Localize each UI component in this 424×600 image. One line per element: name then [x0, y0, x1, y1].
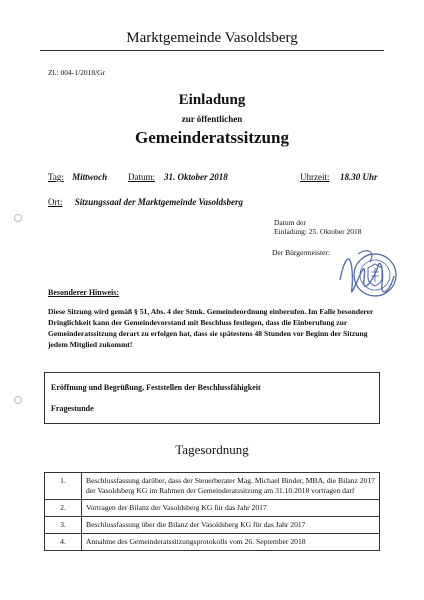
table-row	[45, 517, 380, 534]
table-row	[45, 473, 380, 500]
agenda-heading: Tagesordnung	[175, 442, 249, 457]
opening-box	[44, 372, 380, 424]
punch-hole	[14, 396, 22, 404]
agenda-number: 1.	[45, 473, 82, 500]
punch-hole	[14, 214, 22, 222]
ort-value: Sitzungssaal der Marktgemeinde Vasoldsberg	[74, 197, 244, 207]
invitation-date	[274, 218, 362, 236]
opening-item: Eröffnung und Begrüßung, Feststellen der Beschlussfähigkeit	[51, 383, 261, 392]
datum-der-label: Datum der	[274, 218, 306, 227]
uhrzeit-value: 18.30 Uhr	[340, 172, 378, 182]
meeting-type: Gemeinderatssitzung	[135, 128, 289, 147]
meeting-details-row	[48, 172, 384, 182]
uhrzeit-label: Uhrzeit:	[300, 172, 330, 182]
document-title: Einladung	[178, 92, 246, 108]
agenda-number: 4.	[45, 534, 82, 551]
mayor-label: Der Bürgermeister:	[272, 248, 330, 257]
municipality-header: Marktgemeinde Vasoldsberg	[126, 30, 298, 46]
agenda-table	[44, 472, 380, 551]
document-subtitle: zur öffentlichen	[181, 114, 243, 124]
table-row	[45, 500, 380, 517]
question-time-item: Fragestunde	[51, 404, 94, 413]
table-row	[45, 534, 380, 551]
official-seal-icon	[352, 252, 398, 298]
agenda-text: Vortragen der Bilanz der Vasoldsberg KG für das Jahr 2017	[82, 500, 380, 517]
agenda-text: Beschlussfassung über die Bilanz der Vasoldsberg KG für das Jahr 2017	[82, 517, 380, 534]
agenda-text: Annahme des Gemeinderatssitzungsprotokolls vom 26. September 2018	[82, 534, 380, 551]
datum-label: Datum:	[128, 172, 155, 182]
notice-heading: Besonderer Hinweis:	[48, 288, 120, 297]
ort-label: Ort:	[48, 197, 63, 207]
header-divider	[40, 50, 384, 51]
reference-number: Zl.: 004-1/2018/Gr	[48, 68, 106, 77]
agenda-number: 3.	[45, 517, 82, 534]
datum-value: 31. Oktober 2018	[164, 172, 228, 182]
agenda-number: 2.	[45, 500, 82, 517]
notice-text: Diese Sitzung wird gemäß § 51, Abs. 4 der Stmk. Gemeindeordnung einberufen. Im Falle besonderer Dringlichkeit kann der Gemeindevorstand mit Beschluss festlegen, dass die Einberufung zur Gemeinderatssitzung derart zu erfolgen hat, dass sie spätestens 48 Stunden vor Beginn der Sitzung jedem Mitglied zukommt!	[48, 307, 374, 349]
einladung-date: Einladung: 25. Oktober 2018	[274, 227, 362, 236]
tag-value: Mittwoch	[72, 172, 108, 182]
location-row	[48, 197, 243, 207]
tag-label: Tag:	[48, 172, 64, 182]
agenda-text: Beschlussfassung darüber, dass der Steuerberater Mag. Michael Binder, MBA, die Bilanz 2017 der Vasoldsberg KG im Rahmen der Gemeinderatssitzung am 31.10.2018 vortragen darf	[82, 473, 380, 500]
